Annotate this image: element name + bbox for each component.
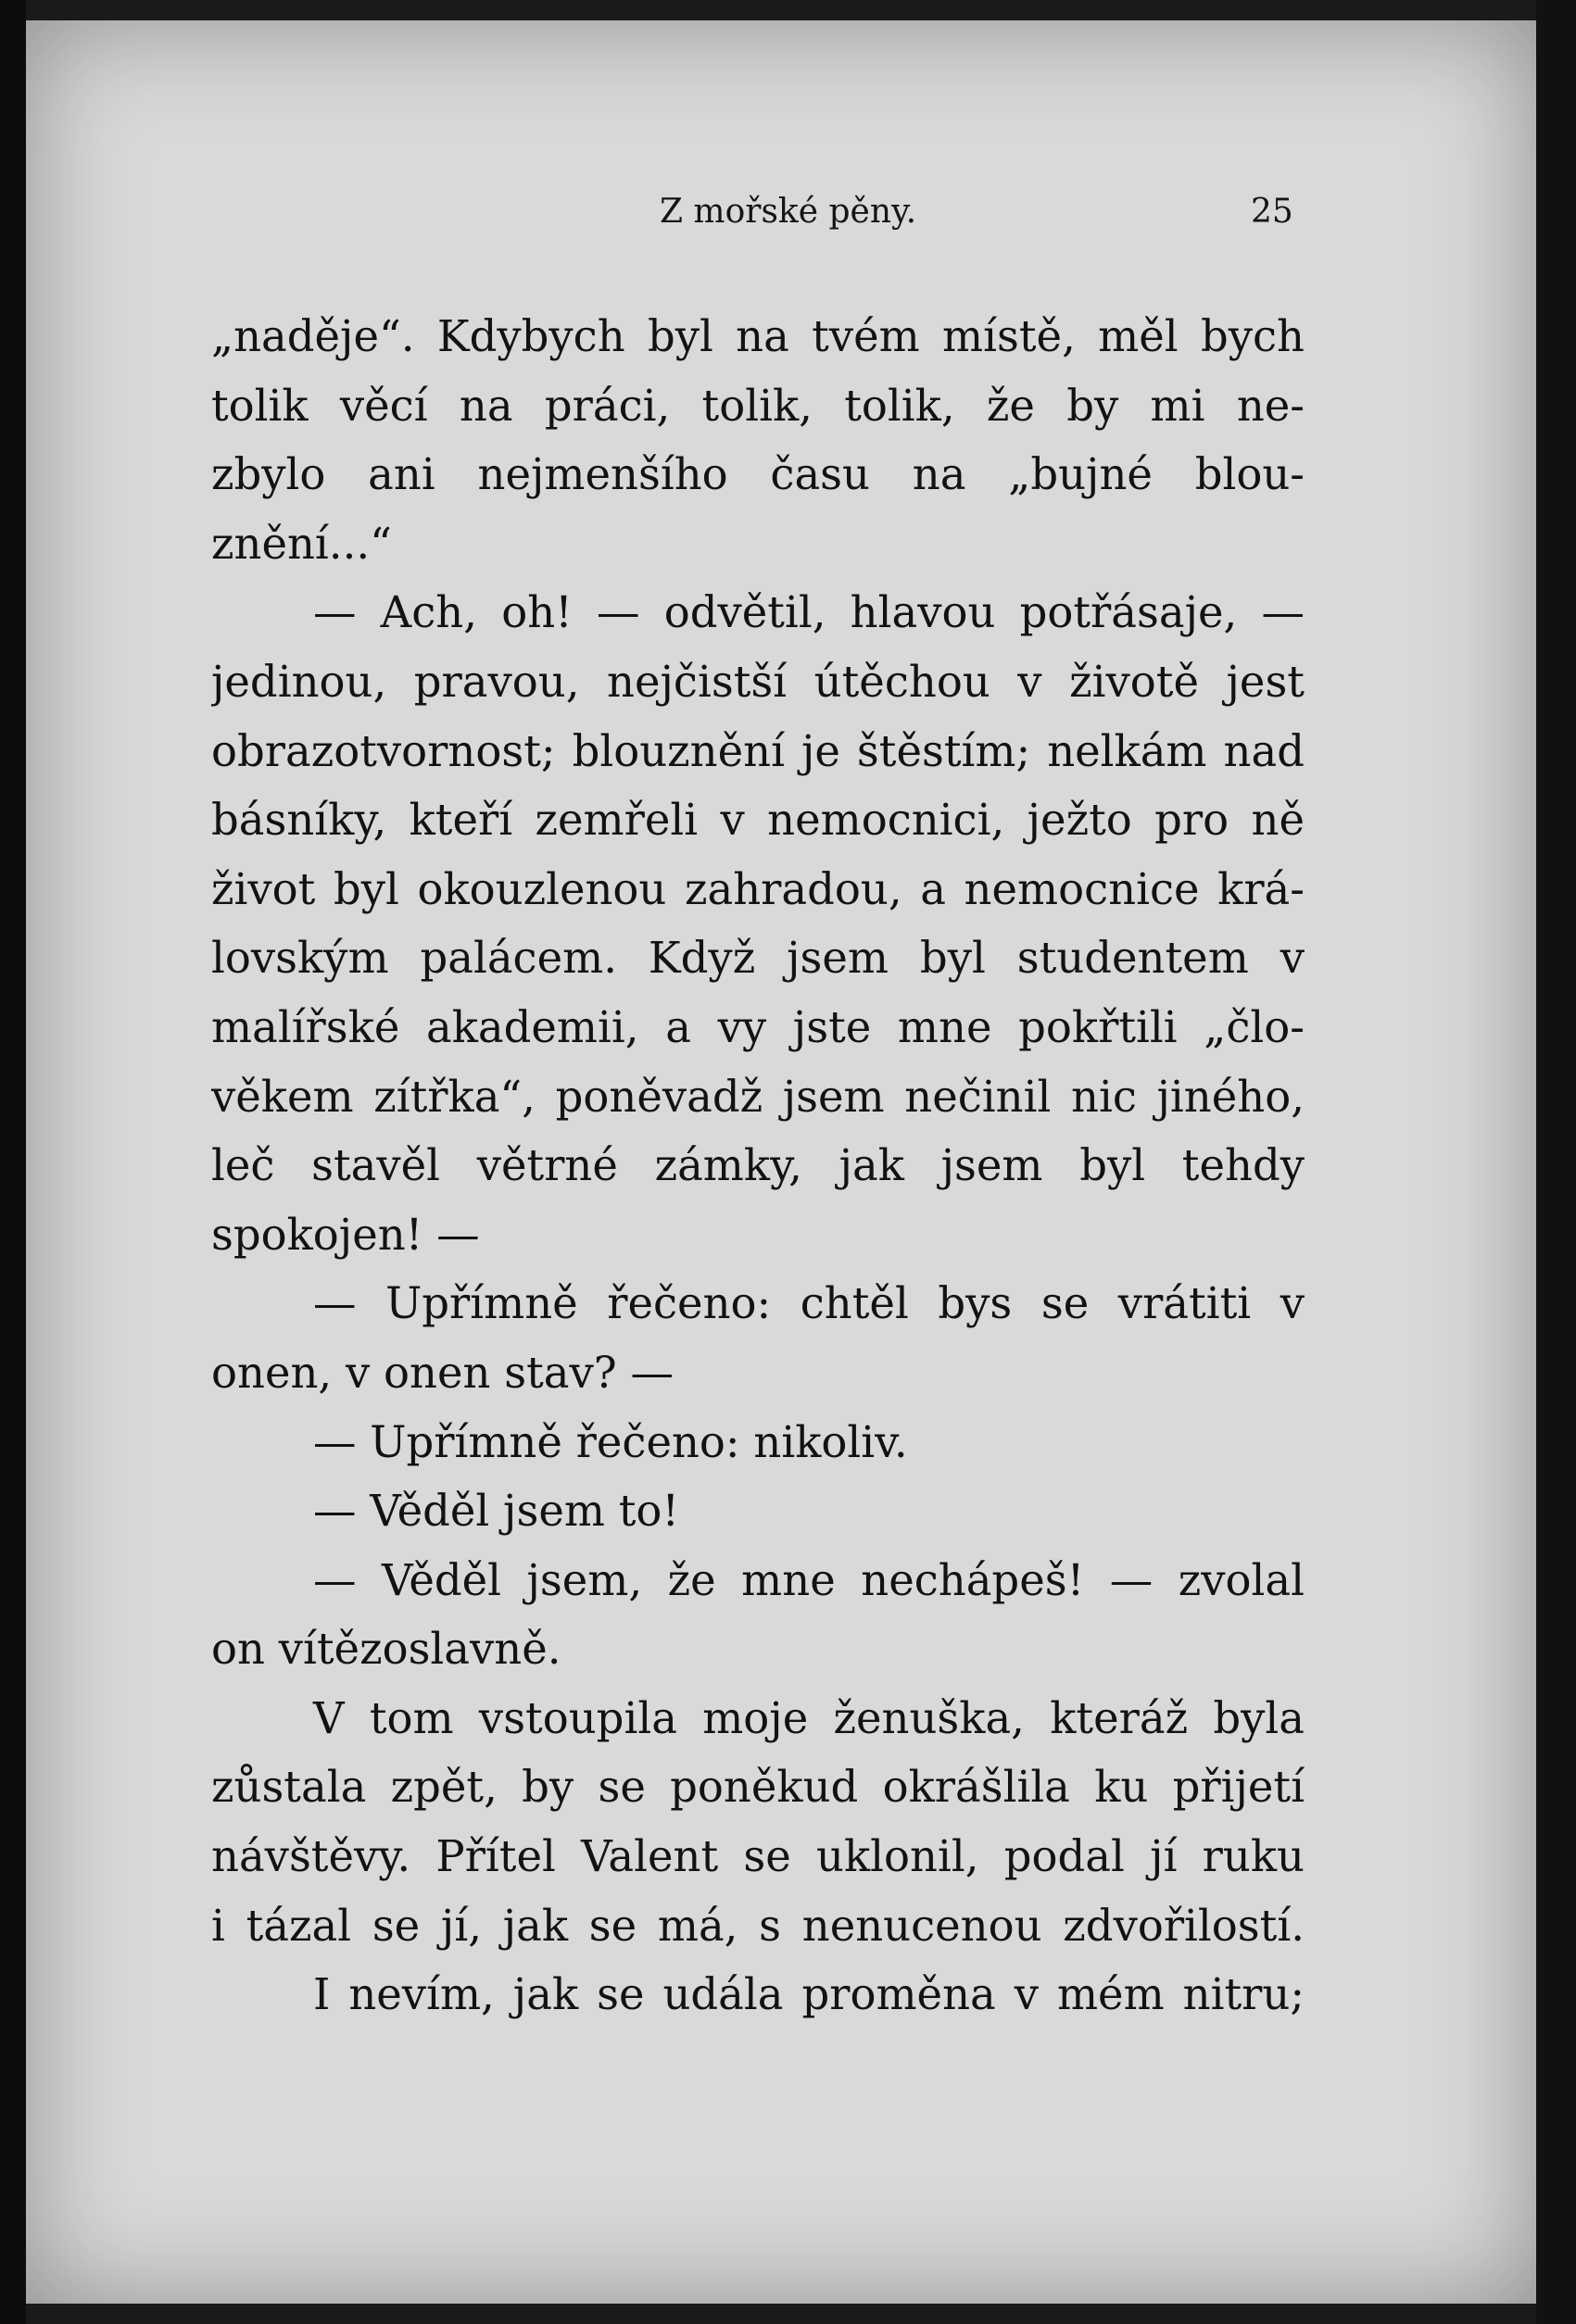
text-line: — Ach, oh! — odvětil, hlavou potřásaje, —	[313, 587, 1305, 638]
text-line: návštěvy. Přítel Valent se uklonil, podal jí ruku	[211, 1831, 1305, 1882]
scan-edge-right	[1536, 0, 1576, 2324]
text-line: onen, v onen stav? —	[211, 1347, 674, 1398]
running-title: Z mořské pěny.	[659, 193, 917, 231]
text-line: věkem zítřka“, poněvadž jsem nečinil nic jiného,	[211, 1071, 1305, 1122]
body-text	[211, 302, 1305, 2029]
text-line: malířské akademii, a vy jste mne pokřtili „člo-	[211, 1001, 1305, 1052]
running-header	[0, 193, 1576, 239]
text-line: i tázal se jí, jak se má, s nenucenou zdvořilostí.	[211, 1900, 1305, 1951]
text-line: zůstala zpět, by se poněkud okrášlila ku přijetí	[211, 1762, 1305, 1813]
text-line: jedinou, pravou, nejčistší útěchou v životě jest	[211, 656, 1305, 707]
text-line: — Věděl jsem to!	[313, 1486, 680, 1537]
text-line: — Upřímně řečeno: nikoliv.	[313, 1416, 908, 1467]
text-line: tolik věcí na práci, tolik, tolik, že by mi ne-	[211, 380, 1305, 431]
text-line: spokojen! —	[211, 1209, 480, 1260]
text-line: znění...“	[211, 518, 392, 569]
text-line: — Upřímně řečeno: chtěl bys se vrátiti v	[313, 1278, 1305, 1329]
text-line: zbylo ani nejmenšího času na „bujné blou-	[211, 449, 1305, 500]
text-line: život byl okouzlenou zahradou, a nemocnice krá-	[211, 863, 1305, 914]
text-line: lovským palácem. Když jsem byl studentem v	[211, 933, 1305, 984]
text-line: V tom vstoupila moje ženuška, kteráž byla	[313, 1692, 1305, 1743]
text-line: „naděje“. Kdybych byl na tvém místě, měl bych	[211, 311, 1305, 361]
text-line: leč stavěl větrné zámky, jak jsem byl tehdy	[211, 1140, 1305, 1191]
page-number: 25	[1251, 193, 1293, 231]
text-line: obrazotvornost; blouznění je štěstím; nelkám nad	[211, 725, 1305, 776]
text-line: — Věděl jsem, že mne nechápeš! — zvolal	[313, 1554, 1305, 1605]
text-line: on vítězoslavně.	[211, 1624, 561, 1675]
text-line: I nevím, jak se udála proměna v mém nitru;	[313, 1969, 1305, 2020]
scan-edge-left	[0, 0, 26, 2324]
text-line: básníky, kteří zemřeli v nemocnici, ježto pro ně	[211, 795, 1305, 846]
